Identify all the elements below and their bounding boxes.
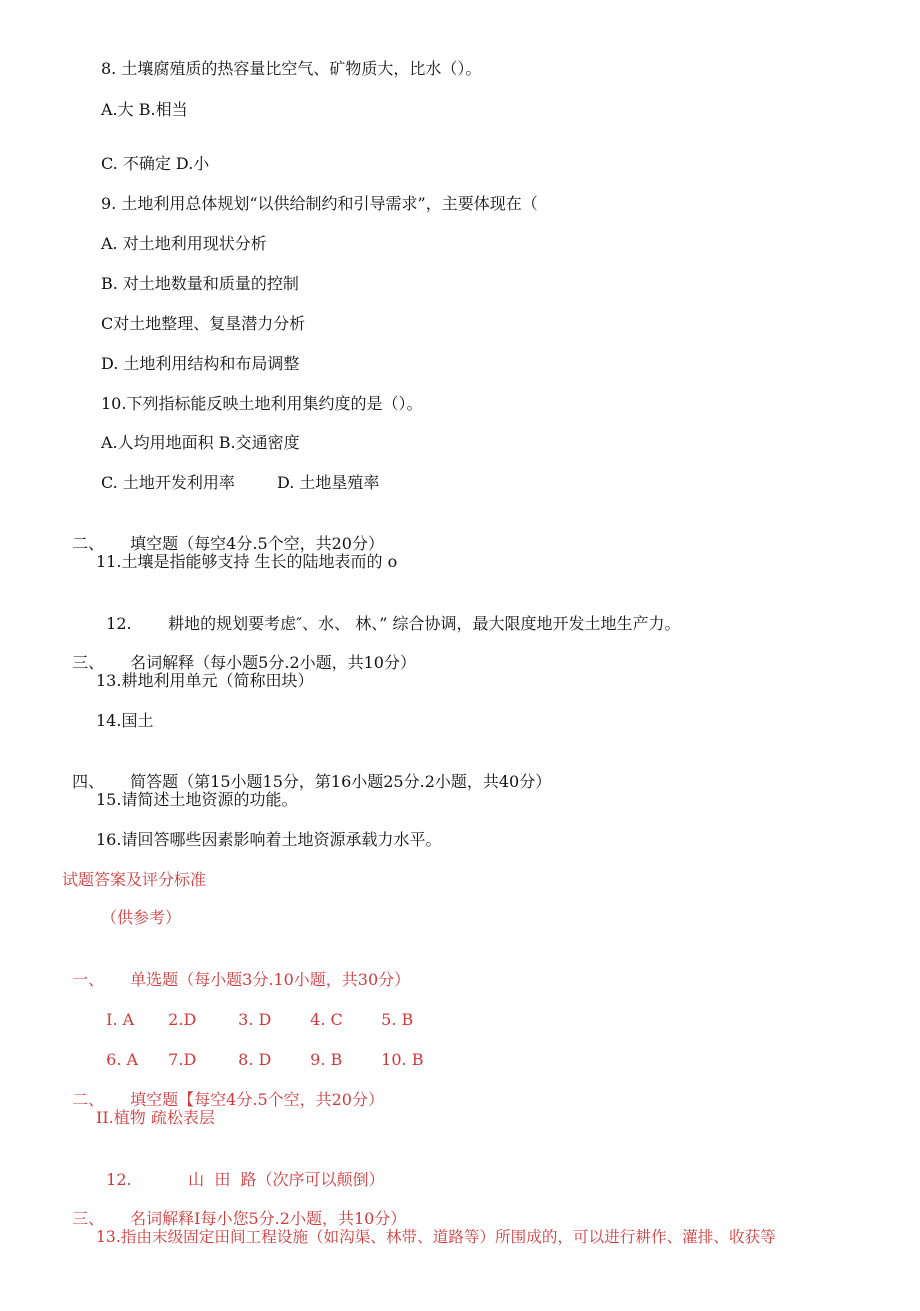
answers-section-2-heading bbox=[62, 1067, 384, 1111]
answer-13: 13.指由末级固定田间工程设施（如沟渠、林带、道路等）所围成的，可以进行耕作、灌排、收获等 bbox=[96, 1228, 776, 1246]
question-9-option-d: D. 土地利用结构和布局调整 bbox=[101, 354, 300, 373]
section-2-heading bbox=[62, 511, 384, 555]
question-9-option-b: B. 对土地数量和质量的控制 bbox=[101, 274, 299, 293]
question-8-options-cd: C. 不确定 D.小 bbox=[101, 154, 210, 173]
question-13: 13.耕地利用单元（简称田块） bbox=[96, 671, 314, 690]
answers-section-3-heading bbox=[62, 1186, 406, 1230]
question-12-text: 耕地的规划要考虑″、水、 林、” 综合协调，最大限度地开发土地生产力。 bbox=[168, 614, 681, 633]
answers-section-1-title: 单选题（每小题3分.10小题，共30分） bbox=[130, 970, 411, 989]
question-10-options-ab: A.人均用地面积 B.交通密度 bbox=[101, 433, 300, 452]
question-10-option-d: D. 土地垦殖率 bbox=[277, 473, 380, 492]
section-3-label: 三、 bbox=[72, 653, 105, 672]
section-3-heading bbox=[62, 630, 416, 674]
question-11: 11.土壤是指能够支持 生长的陆地表而的 o bbox=[96, 552, 398, 571]
question-9: 9. 土地利用总体规划“以供给制约和引导需求”，主要体现在（ bbox=[101, 194, 538, 213]
answer-7: 7.D bbox=[168, 1050, 197, 1069]
answer-11: II.植物 疏松表层 bbox=[96, 1108, 215, 1127]
question-12 bbox=[96, 591, 681, 635]
answer-3: 3. D bbox=[238, 1010, 272, 1029]
question-10-option-c: C. 土地开发利用率 bbox=[101, 473, 235, 492]
answers-section-3-label: 三、 bbox=[72, 1209, 105, 1228]
answer-10: 10. B bbox=[381, 1050, 424, 1069]
answer-6: 6. A bbox=[106, 1050, 139, 1069]
answer-2: 2.D bbox=[168, 1010, 197, 1029]
question-16: 16.请回答哪些因素影响着土地资源承载力水平。 bbox=[96, 830, 442, 849]
answers-subheading: （供参考） bbox=[101, 908, 182, 927]
question-8: 8. 土壤腐殖质的热容量比空气、矿物质大，比水（）。 bbox=[101, 59, 482, 78]
answers-section-3-title: 名词解释I每小您5分.2小题，共10分） bbox=[130, 1209, 407, 1228]
answer-9: 9. B bbox=[310, 1050, 343, 1069]
question-9-option-a: A. 对土地利用现状分析 bbox=[101, 234, 267, 253]
answer-1: I. A bbox=[106, 1010, 135, 1029]
answers-section-2-label: 二、 bbox=[72, 1090, 105, 1109]
answer-12-number: 12. bbox=[106, 1170, 132, 1189]
question-14: 14.国土 bbox=[96, 711, 154, 730]
question-8-options-ab: A.大 B.相当 bbox=[101, 100, 188, 119]
answers-row-1 bbox=[96, 987, 413, 1031]
question-9-option-c: C对土地整理、复垦潜力分析 bbox=[101, 314, 306, 333]
answer-8: 8. D bbox=[238, 1050, 272, 1069]
answer-4: 4. C bbox=[310, 1010, 343, 1029]
answer-5: 5. B bbox=[381, 1010, 414, 1029]
answer-12 bbox=[96, 1147, 385, 1191]
question-12-number: 12. bbox=[106, 614, 132, 633]
answer-12-text: 山 田 路（次序可以颠倒） bbox=[188, 1170, 385, 1189]
section-4-title: 简答题（第15小题15分，第16小题25分.2小题，共40分） bbox=[130, 772, 552, 791]
section-4-heading bbox=[62, 749, 551, 793]
answers-heading: 试题答案及评分标准 bbox=[62, 870, 207, 889]
question-15: 15.请简述土地资源的功能。 bbox=[96, 790, 298, 809]
section-2-title: 填空题（每空4分.5个空，共20分） bbox=[130, 534, 384, 553]
question-10: 10.下列指标能反映土地利用集约度的是（）。 bbox=[101, 394, 423, 413]
answers-row-2 bbox=[96, 1027, 423, 1071]
section-2-label: 二、 bbox=[72, 534, 105, 553]
answers-section-1-label: 一、 bbox=[72, 970, 105, 989]
answers-section-1-heading bbox=[62, 947, 410, 991]
section-3-title: 名词解释（每小题5分.2小题，共10分） bbox=[130, 653, 416, 672]
section-4-label: 四、 bbox=[72, 772, 105, 791]
answers-section-2-title: 填空题【每空4分.5个空，共20分） bbox=[130, 1090, 384, 1109]
